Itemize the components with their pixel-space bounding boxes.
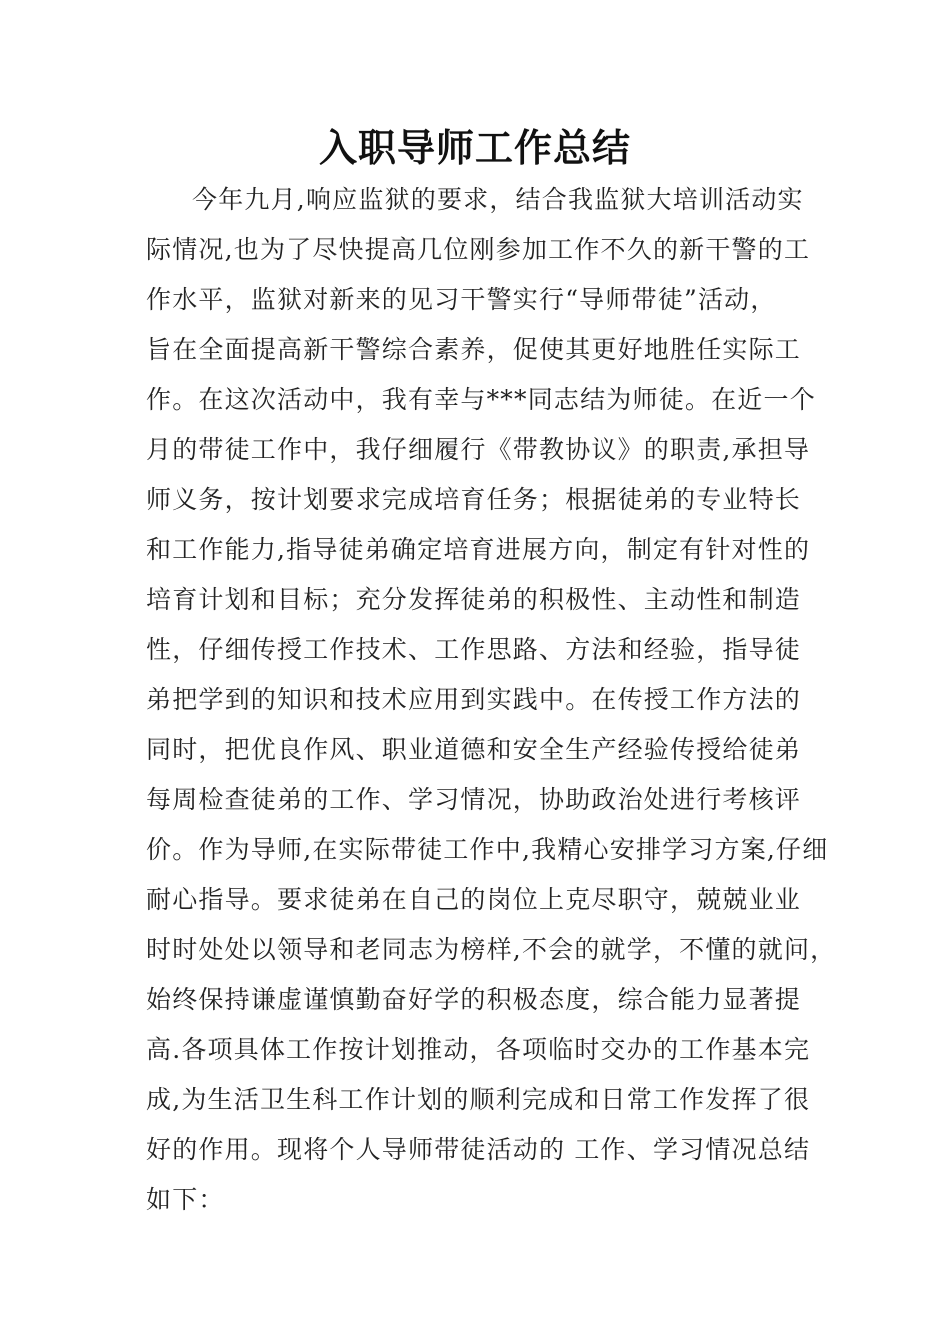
body-line: 始终保持谦虚谨慎勤奋好学的积极态度，综合能力显著提 xyxy=(146,985,802,1014)
body-line: 耐心指导。要求徒弟在自己的岗位上克尽职守，兢兢业业 xyxy=(146,885,802,914)
body-line: 弟把学到的知识和技术应用到实践中。在传授工作方法的 xyxy=(146,685,802,714)
body-line: 性，仔细传授工作技术、工作思路、方法和经验，指导徒 xyxy=(146,635,802,664)
body-line: 高.各项具体工作按计划推动，各项临时交办的工作基本完 xyxy=(146,1035,811,1064)
body-line: 作水平，监狱对新来的见习干警实行“导师带徒”活动， xyxy=(146,285,777,314)
body-line: 今年九月,响应监狱的要求，结合我监狱大培训活动实 xyxy=(192,185,804,214)
document-title: 入职导师工作总结 xyxy=(318,126,631,170)
body-line: 每周检查徒弟的工作、学习情况，协助政治处进行考核评 xyxy=(146,785,802,814)
body-line: 师义务，按计划要求完成培育任务；根据徒弟的专业特长 xyxy=(146,485,802,514)
body-line: 月的带徒工作中，我仔细履行《带教协议》的职责,承担导 xyxy=(146,435,811,464)
body-line: 旨在全面提高新干警综合素养，促使其更好地胜任实际工 xyxy=(146,335,802,364)
body-line: 好的作用。现将个人导师带徒活动的 工作、学习情况总结 xyxy=(146,1135,811,1164)
body-line: 如下： xyxy=(146,1185,225,1214)
body-line: 同时，把优良作风、职业道德和安全生产经验传授给徒弟 xyxy=(146,735,802,764)
body-line: 价。作为导师,在实际带徒工作中,我精心安排学习方案,仔细 xyxy=(146,835,829,864)
body-line: 培育计划和目标；充分发挥徒弟的积极性、主动性和制造 xyxy=(146,585,802,614)
body-line: 作。在这次活动中，我有幸与***同志结为师徒。在近一个 xyxy=(146,385,816,414)
body-line: 际情况,也为了尽快提高几位刚参加工作不久的新干警的工 xyxy=(146,235,811,264)
body-line: 成,为生活卫生科工作计划的顺利完成和日常工作发挥了很 xyxy=(146,1085,811,1114)
document-body xyxy=(146,175,837,1225)
body-line: 时时处处以领导和老同志为榜样,不会的就学，不懂的就问， xyxy=(146,935,837,964)
body-line: 和工作能力,指导徒弟确定培育进展方向，制定有针对性的 xyxy=(146,535,811,564)
